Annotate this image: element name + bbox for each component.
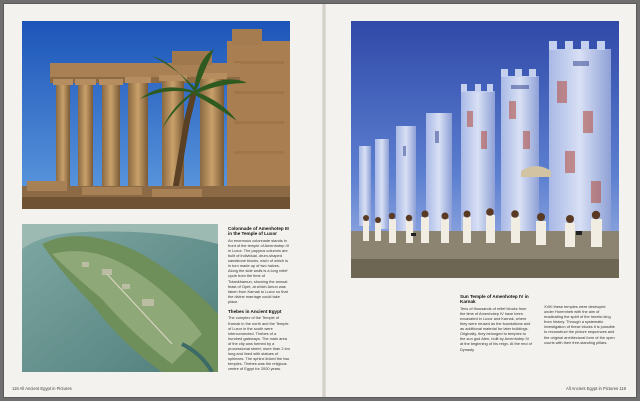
luxor-colonnade-photo	[22, 21, 290, 209]
caption-heading-colonnade: Colonnade of Amenhotep III in the Temple of Luxor	[228, 226, 289, 237]
caption-body-sun-temple-col1: Tens of thousands of relief blocks from the time of Amenhotep IV have been excavated in Luxor and Karnak, where they were reused as the foundations and as additional material for later buildings. Originally, they belonged to temples to the sun god Aten, built by Amenhotep IV at the beginning of his reign. At the end of Dynasty	[460, 305, 532, 352]
caption-column-left	[228, 226, 290, 376]
thebes-model-photo	[22, 224, 218, 372]
sun-temple-illustration	[351, 21, 619, 278]
caption-column-right-1	[460, 294, 532, 357]
caption-body-sun-temple-col2: XVIII these temples were destroyed under Horemheb with the aim of eradicating the spirit of the heretic king from history. Through a systematic investigation of these blocks it is possible to reconstruct the picture sequences and the original architectural form of the open courts with their free-standing pillars.	[544, 304, 615, 345]
left-page-folio: 118 All Ancient Egypt in Pictures	[12, 386, 72, 391]
book-gutter	[322, 4, 326, 397]
book-spread	[4, 4, 636, 397]
caption-heading-sun-temple: Sun Temple of Amenhotep IV in Karnak	[460, 294, 529, 305]
caption-column-right-2	[544, 304, 616, 350]
right-page-folio: All Ancient Egypt in Pictures 119	[566, 386, 626, 391]
caption-heading-thebes: Thebes in Ancient Egypt	[228, 309, 282, 315]
caption-body-thebes: The complex of the Temple of Karnak in the north and the Temple of Luxor in the south were interconnected. Thebes of a hundred gateways. The main area of the city was formed by a processional street, more than 2 km long and lined with statues of sphinxes. The sphinx linked the two temples. Thebes was the religious centre of Egypt for 2000 years.	[228, 315, 290, 372]
caption-body-colonnade: An enormous colonnade stands in front of the temple of Amenhotep III in Luxor. The papyrus columns are built of individual, drum-shaped sandstone blocks, each of which is in turn made up of two halves. Along the side walls is a long relief cycle from the time of Tutankhamun, showing the annual feast of Opet, at which Amun was taken from Karnak to Luxor so that the divine marriage could take place.	[228, 237, 289, 304]
